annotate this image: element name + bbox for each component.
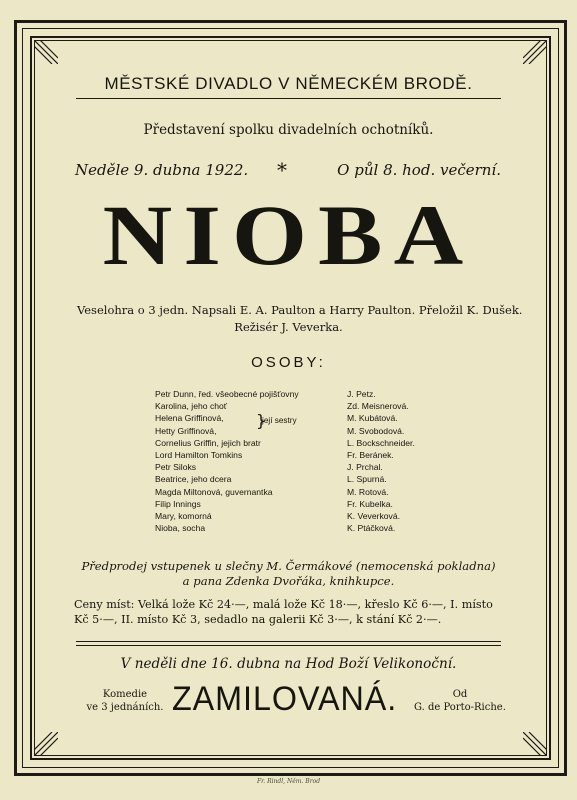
cast-actor: M. Rotová. (347, 486, 389, 497)
cast-actor: L. Spurná. (347, 474, 387, 485)
cast-row (155, 487, 475, 499)
director-credit: Režisér J. Veverka. (234, 320, 343, 334)
corner-ornament-icon (34, 732, 58, 756)
cast-role: Beatrice, jeho dcera (155, 474, 232, 485)
next-show-author: G. de Porto-Riche. (414, 702, 506, 713)
cast-row (155, 450, 475, 462)
cast-role: Petr Siloks (155, 462, 197, 473)
cast-actor: Fr. Beránek. (347, 449, 394, 460)
cast-role: Lord Hamilton Tomkins (155, 449, 243, 460)
cast-actor: Zd. Meisnerová. (347, 401, 409, 412)
cast-role: Mary, komorná (155, 510, 212, 521)
cast-actor: Fr. Kubelka. (347, 498, 393, 509)
next-show-announcement: V neděli dne 16. dubna na Hod Boží Velikonoční. (120, 656, 457, 672)
cast-heading: OSOBY: (251, 354, 326, 371)
cast-role: Magda Miltonová, guvernantka (155, 486, 273, 497)
star-separator-icon: * (277, 158, 287, 182)
cast-row (155, 474, 475, 486)
divider-line (76, 641, 501, 642)
cast-role: Nioba, socha (155, 523, 206, 534)
cast-row (155, 438, 475, 450)
cast-row (155, 413, 475, 425)
cast-role: Helena Griffinová, (155, 413, 224, 424)
play-title: NIOBA (102, 187, 475, 283)
next-show-genre: Komedie (102, 689, 148, 700)
divider-line (76, 645, 501, 646)
cast-actor: M. Svobodová. (347, 425, 405, 436)
divider-line (76, 98, 501, 99)
corner-ornament-icon (523, 40, 547, 64)
cast-row (155, 426, 475, 438)
cast-row (155, 511, 475, 523)
performance-time: O půl 8. hod. večerní. (337, 161, 501, 179)
printer-imprint: Fr. Rindl, Něm. Brod (256, 778, 321, 785)
prices-line2: Kč 5·—, II. místo Kč 3, sedadlo na galerii Kč 3·—, k stání Kč 2·—. (74, 613, 442, 626)
cast-actor: M. Kubátová. (347, 413, 398, 424)
cast-role: Karolina, jeho choť (155, 401, 228, 412)
cast-role: Cornelius Griffin, jejich bratr (155, 437, 261, 448)
sisters-note: její sestry (262, 416, 297, 425)
cast-actor: L. Bockschneider. (347, 437, 415, 448)
cast-row (155, 499, 475, 511)
brace-icon: } (256, 411, 267, 430)
theatre-name: MĚSTSKÉ DIVADLO V NĚMECKÉM BRODĚ. (104, 74, 473, 93)
performance-date: Neděle 9. dubna 1922. (75, 161, 249, 179)
cast-actor: J. Petz. (347, 389, 376, 399)
next-show-author-prefix: Od (452, 689, 468, 700)
cast-role: Filip Innings (155, 498, 201, 509)
presale-info-line1: Předprodej vstupenek u slečny M. Čermákové (nemocenská pokladna) (81, 559, 496, 573)
cast-role: Hetty Griffinová, (155, 425, 217, 436)
play-credits: Veselohra o 3 jedn. Napsali E. A. Paulton a Harry Paulton. Přeložil K. Dušek. (77, 303, 523, 317)
cast-row (155, 389, 475, 401)
cast-actor: J. Prchal. (347, 462, 383, 473)
cast-list (155, 389, 475, 535)
corner-ornament-icon (523, 732, 547, 756)
cast-actor: K. Ptáčková. (347, 523, 396, 534)
next-show-title: ZAMILOVANÁ. (172, 680, 398, 718)
cast-row (155, 523, 475, 535)
performance-subtitle: Představení spolku divadelních ochotníků. (143, 122, 434, 138)
cast-actor: K. Veverková. (347, 510, 401, 521)
corner-ornament-icon (34, 40, 58, 64)
next-show-acts: ve 3 jednáních. (86, 702, 164, 713)
cast-row (155, 462, 475, 474)
presale-info-line2: a pana Zdenka Dvořáka, knihkupce. (182, 574, 395, 588)
prices-line1: Ceny míst: Velká lože Kč 24·—, malá lože Kč 18·—, křeslo Kč 6·—, I. místo (74, 598, 493, 611)
cast-role: Petr Dunn, řed. všeobecné pojišťovny (155, 389, 299, 399)
cast-row (155, 401, 475, 413)
